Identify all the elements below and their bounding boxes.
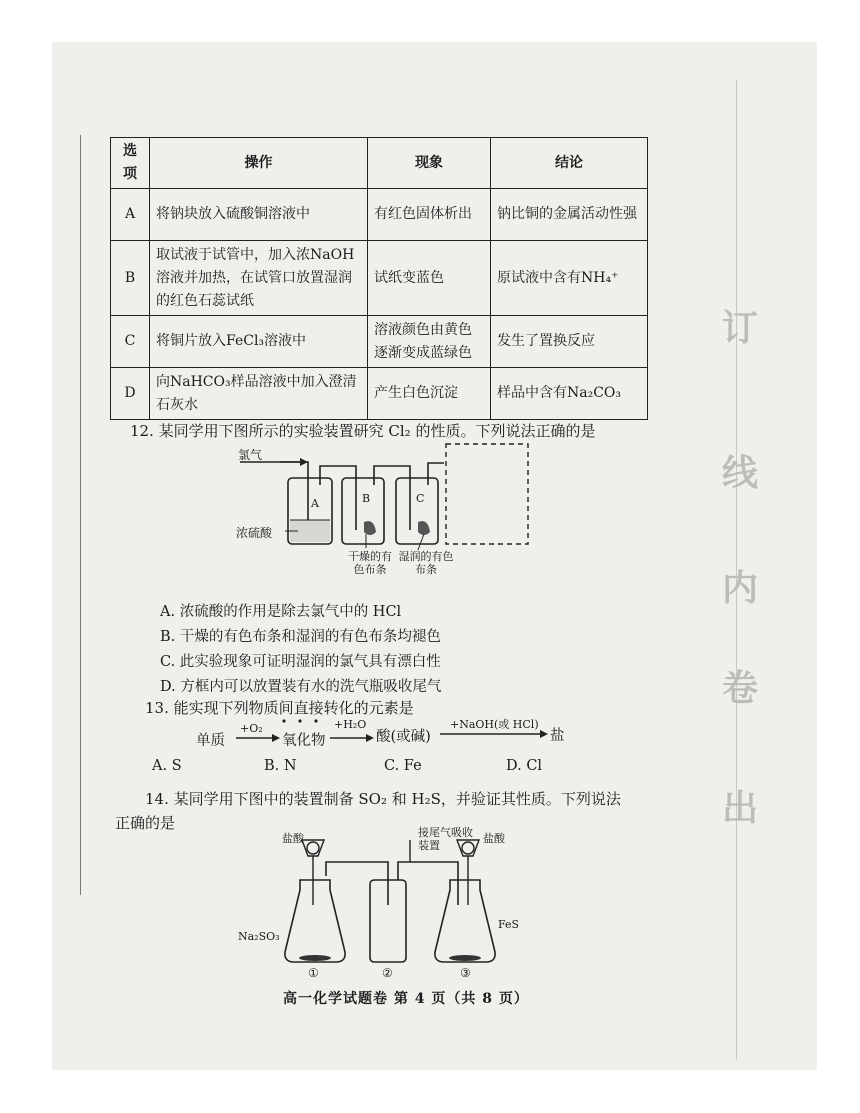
- label-hydrochloric-acid-1: 盐酸: [282, 832, 304, 845]
- label-wet-cloth: 湿润的有色布条: [398, 550, 454, 576]
- cell-option: C: [111, 316, 150, 368]
- question-14-stem-line2: 正确的是: [115, 814, 176, 832]
- q13-option-d: D. Cl: [506, 758, 543, 774]
- label-dry-cloth: 干燥的有色布条: [348, 550, 392, 576]
- show-through-char: 订: [722, 307, 759, 349]
- flask-1: [285, 880, 345, 962]
- chain-oxide: 氧化物: [282, 733, 326, 749]
- label-apparatus-1: ①: [308, 966, 319, 980]
- chain-acid-or-base: 酸(或碱): [376, 729, 431, 745]
- q13-option-c: C. Fe: [384, 758, 422, 774]
- fes-solid: [449, 955, 481, 961]
- chain-reagent-o2: +O₂: [240, 722, 263, 735]
- show-through-char: 线: [722, 452, 759, 494]
- cell-phenomenon: 试纸变蓝色: [368, 241, 491, 316]
- tube-2-3: [398, 862, 458, 905]
- label-bottle-a: A: [311, 497, 319, 510]
- dashed-box: [446, 444, 528, 544]
- q13-option-b: B. N: [264, 758, 297, 774]
- cell-option: B: [111, 241, 150, 316]
- na2so3-solid: [299, 955, 331, 961]
- cell-operation: 向NaHCO₃样品溶液中加入澄清石灰水: [150, 368, 368, 420]
- page-footer: 高一化学试题卷 第 4 页（共 8 页）: [283, 991, 529, 1007]
- cell-phenomenon: 有红色固体析出: [368, 189, 491, 241]
- header-conclusion: 结论: [491, 138, 648, 189]
- chain-salt: 盐: [550, 728, 565, 744]
- show-through-char: 出: [722, 787, 759, 829]
- funnel-tap-1: [307, 842, 319, 854]
- cell-option: A: [111, 189, 150, 241]
- q13-option-a: A. S: [152, 758, 182, 774]
- label-hydrochloric-acid-3: 盐酸: [483, 832, 505, 845]
- cell-operation: 取试液于试管中，加入浓NaOH溶液并加热，在试管口放置湿润的红色石蕊试纸: [150, 241, 368, 316]
- cell-phenomenon: 溶液颜色由黄色逐渐变成蓝绿色: [368, 316, 491, 368]
- header-operation: 操作: [150, 138, 368, 189]
- cell-conclusion: 钠比铜的金属活动性强: [491, 189, 648, 241]
- label-tail-gas: 接尾气吸收装置: [418, 826, 473, 852]
- chain-reagent-naoh-hcl: +NaOH(或 HCl): [450, 718, 539, 731]
- dry-cloth-strip: [364, 521, 376, 535]
- q12-option-c: C. 此实验现象可证明湿润的氯气具有漂白性: [160, 654, 441, 670]
- label-apparatus-3: ③: [460, 966, 471, 980]
- bottle-c: [396, 478, 438, 544]
- chain-reagent-h2o: +H₂O: [334, 718, 367, 731]
- label-bottle-c: C: [416, 492, 425, 505]
- q12-option-d: D. 方框内可以放置装有水的洗气瓶吸收尾气: [160, 679, 442, 695]
- show-through-char: 内: [722, 567, 759, 609]
- label-fes: FeS: [498, 918, 520, 931]
- cell-option: D: [111, 368, 150, 420]
- question-12-stem: 12. 某同学用下图所示的实验装置研究 Cl₂ 的性质。下列说法正确的是: [130, 422, 596, 440]
- flask-3: [435, 880, 495, 962]
- show-through-char: 卷: [722, 667, 759, 709]
- header-option: 选项: [111, 138, 150, 189]
- connector-tube-bc: [374, 466, 410, 530]
- wet-cloth-strip: [418, 521, 430, 535]
- label-apparatus-2: ②: [382, 966, 393, 980]
- question-14-stem-line1: 14. 某同学用下图中的装置制备 SO₂ 和 H₂S，并验证其性质。下列说法: [145, 790, 621, 808]
- cell-conclusion: 原试液中含有NH₄⁺: [491, 241, 648, 316]
- cell-operation: 将铜片放入FeCl₃溶液中: [150, 316, 368, 368]
- header-phenomenon: 现象: [368, 138, 491, 189]
- cell-phenomenon: 产生白色沉淀: [368, 368, 491, 420]
- q12-option-b: B. 干燥的有色布条和湿润的有色布条均褪色: [160, 629, 441, 645]
- label-chlorine: 氯气: [238, 448, 263, 462]
- outlet-tube: [428, 463, 444, 485]
- cell-conclusion: 发生了置换反应: [491, 316, 648, 368]
- q12-option-a: A. 浓硫酸的作用是除去氯气中的 HCl: [160, 604, 402, 620]
- label-conc-sulfuric-acid: 浓硫酸: [236, 526, 273, 540]
- label-bottle-b: B: [362, 492, 371, 505]
- cell-operation: 将钠块放入硫酸铜溶液中: [150, 189, 368, 241]
- cell-conclusion: 样品中含有Na₂CO₃: [491, 368, 648, 420]
- bottle-b: [342, 478, 384, 544]
- chain-elemental: 单质: [196, 733, 225, 749]
- question-13-stem: 13. 能实现下列物质间直接转化的元素是: [145, 699, 414, 717]
- label-na2so3: Na₂SO₃: [238, 930, 280, 943]
- tube-1-2: [326, 862, 388, 905]
